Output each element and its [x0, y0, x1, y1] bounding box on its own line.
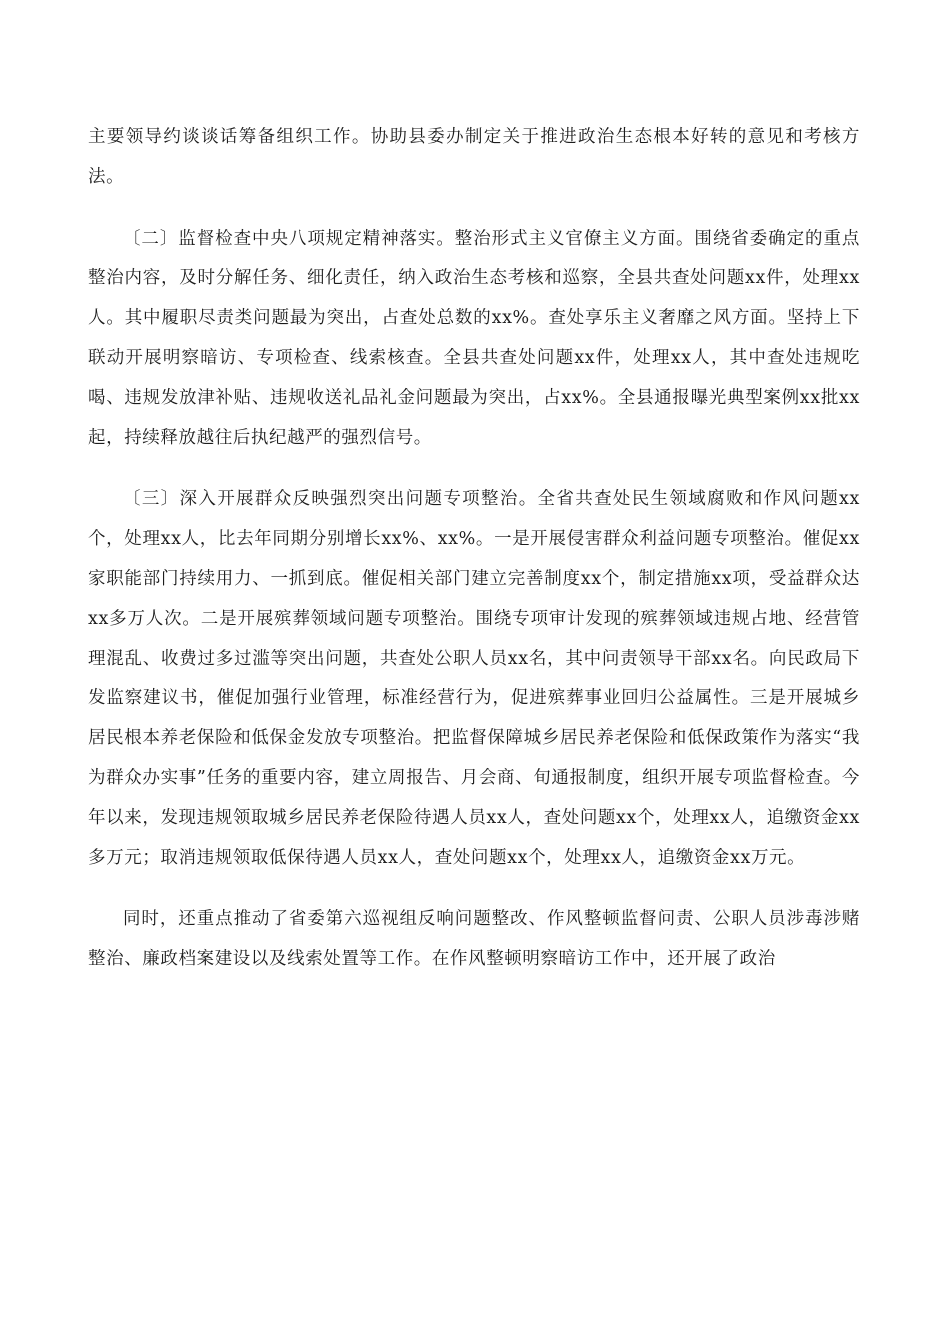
paragraph-gap	[88, 458, 860, 480]
paragraph-gap	[88, 198, 860, 220]
paragraph-additional-work: 同时，还重点推动了省委第六巡视组反响问题整改、作风整顿监督问责、公职人员涉毒涉赌整治、廉政档案建设以及线索处置等工作。在作风整顿明察暗访工作中，还开展了政治	[88, 909, 860, 970]
paragraph-gap	[88, 878, 860, 900]
paragraph-section-two: 〔二〕监督检查中央八项规定精神落实。整治形式主义官僚主义方面。围绕省委确定的重点整治内容，及时分解任务、细化责任，纳入政治生态考核和巡察，全县共查处问题xx件，处理xx人。其中履职尽责类问题最为突出，占查处总数的xx%。查处享乐主义奢靡之风方面。坚持上下联动开展明察暗访、专项检查、线索核查。全县共查处问题xx件，处理xx人，其中查处违规吃喝、违规发放津补贴、违规收送礼品礼金问题最为突出，占xx%。全县通报曝光典型案例xx批xx起，持续释放越往后执纪越严的强烈信号。	[88, 228, 860, 448]
paragraph-intro-continuation: 主要领导约谈谈话筹备组织工作。协助县委办制定关于推进政治生态根本好转的意见和考核方法。	[88, 127, 860, 187]
paragraph-section-three: 〔三〕深入开展群众反映强烈突出问题专项整治。全省共查处民生领域腐败和作风问题xx个，处理xx人，比去年同期分别增长xx%、xx%。一是开展侵害群众利益问题专项整治。催促xx家职能部门持续用力、一抓到底。催促相关部门建立完善制度xx个，制定措施xx项，受益群众达xx多万人次。二是开展殡葬领域问题专项整治。围绕专项审计发现的殡葬领域违规占地、经营管理混乱、收费过多过滥等突出问题，共查处公职人员xx名，其中问责领导干部xx名。向民政局下发监察建议书，催促加强行业管理，标准经营行为，促进殡葬事业回归公益属性。三是开展城乡居民根本养老保险和低保金发放专项整治。把监督保障城乡居民养老保险和低保政策作为落实“我为群众办实事”任务的重要内容，建立周报告、月会商、旬通报制度，组织开展专项监督检查。今年以来，发现违规领取城乡居民养老保险待遇人员xx人，查处问题xx个，处理xx人，追缴资金xx多万元；取消违规领取低保待遇人员xx人，查处问题xx个，处理xx人，追缴资金xx万元。	[88, 489, 860, 868]
